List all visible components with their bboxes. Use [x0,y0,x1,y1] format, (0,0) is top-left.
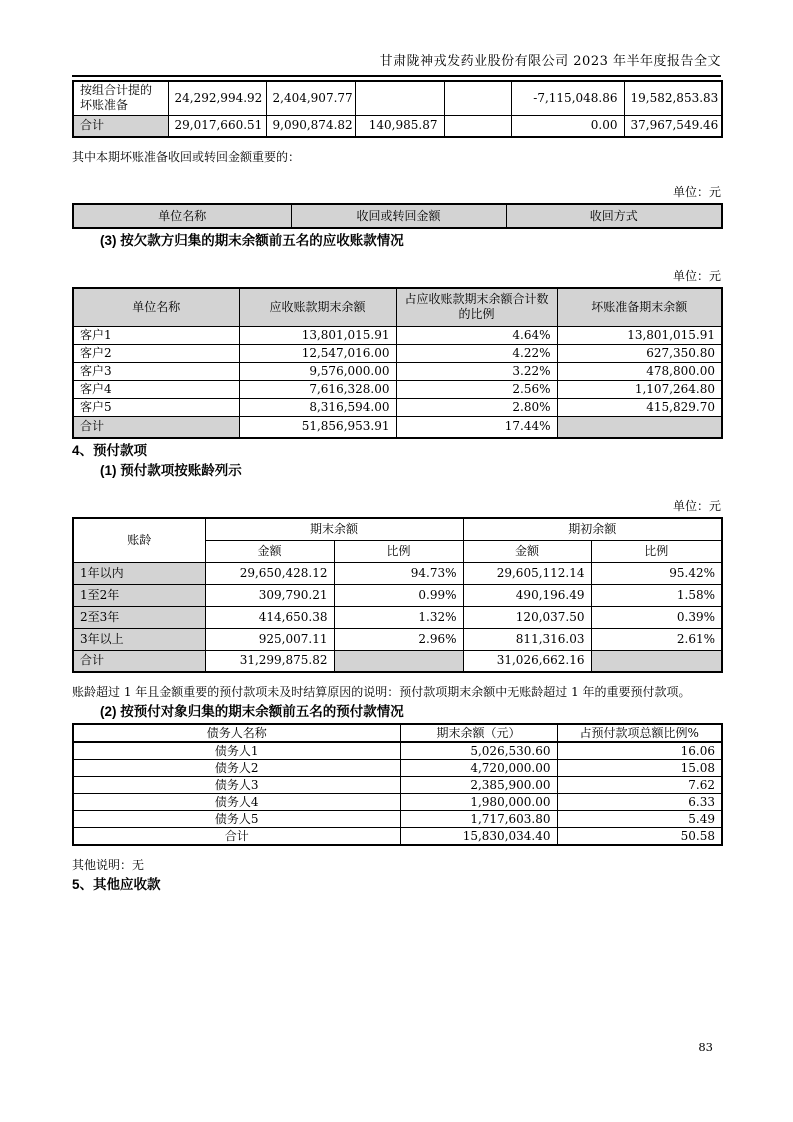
cell-value: 2.61% [591,628,722,650]
cell-value: 4,720,000.00 [400,760,557,777]
table-row [73,606,722,628]
table-header-row [73,288,722,326]
cell-value: 2,404,907.77 [266,81,355,115]
cell-value: 925,007.11 [205,628,334,650]
column-header: 应收账款期末余额 [239,288,396,326]
row-label: 客户4 [73,380,239,398]
table-row [73,760,722,777]
section-5-heading: 5、其他应收款 [72,877,161,892]
section-4-heading: 4、预付款项 [72,443,148,458]
cell-value: 94.73% [334,562,463,584]
prepayments-aging-table [72,517,723,673]
column-header: 单位名称 [73,204,291,228]
row-label: 客户2 [73,344,239,362]
unit-label: 单位：元 [672,185,721,199]
table-total-row [73,650,722,672]
table-row [73,777,722,794]
row-label: 债务人5 [73,811,400,828]
table-row [73,380,722,398]
cell-value: 5.49 [557,811,722,828]
cell-value: 1,107,264.80 [557,380,722,398]
cell-value: 7,616,328.00 [239,380,396,398]
recovery-table [72,203,723,229]
row-label: 客户3 [73,362,239,380]
table-row [73,362,722,380]
cell-value: 29,650,428.12 [205,562,334,584]
recovery-note: 其中本期坏账准备收回或转回金额重要的： [72,150,301,164]
cell-value: 29,017,660.51 [168,115,266,137]
cell-value: 490,196.49 [463,584,591,606]
column-header-amount: 金额 [463,540,591,562]
table-row [73,398,722,416]
cell-value: 309,790.21 [205,584,334,606]
other-note: 其他说明：无 [72,858,145,872]
table-header-row [73,724,722,742]
cell-value: 140,985.87 [355,115,444,137]
cell-value: 19,582,853.83 [624,81,722,115]
cell-value: 9,576,000.00 [239,362,396,380]
column-header: 占应收账款期末余额合计数的比例 [396,288,557,326]
top5-receivables-table [72,287,723,439]
table-total-row [73,828,722,846]
cell-value: 15,830,034.40 [400,828,557,846]
cell-value: 120,037.50 [463,606,591,628]
cell-value: 0.99% [334,584,463,606]
report-header-title: 甘肃陇神戎发药业股份有限公司 2023 年半年度报告全文 [72,50,721,77]
column-header: 债务人名称 [73,724,400,742]
cell-empty [334,650,463,672]
column-header: 单位名称 [73,288,239,326]
column-header: 期末余额（元） [400,724,557,742]
cell-value: 2.80% [396,398,557,416]
table-header-row [73,518,722,540]
total-label: 合计 [73,828,400,846]
cell-value [355,81,444,115]
total-label: 合计 [73,650,205,672]
column-header: 坏账准备期末余额 [557,288,722,326]
cell-value: 5,026,530.60 [400,742,557,760]
column-header: 收回或转回金额 [291,204,506,228]
unit-label: 单位：元 [672,269,721,283]
section-3-heading: (3) 按欠款方归集的期末余额前五名的应收账款情况 [100,233,404,248]
table-row [73,811,722,828]
table-row [73,584,722,606]
cell-value: 9,090,874.82 [266,115,355,137]
cell-value: 414,650.38 [205,606,334,628]
cell-value: 16.06 [557,742,722,760]
section-4-1-heading: (1) 预付款项按账龄列示 [100,463,242,478]
cell-value: 2,385,900.00 [400,777,557,794]
cell-empty [591,650,722,672]
row-label: 1年以内 [73,562,205,584]
table-row [73,81,722,115]
cell-value: 37,967,549.46 [624,115,722,137]
cell-value: 7.62 [557,777,722,794]
cell-value: 95.42% [591,562,722,584]
cell-value: 1,717,603.80 [400,811,557,828]
cell-value: 627,350.80 [557,344,722,362]
cell-value: 8,316,594.00 [239,398,396,416]
row-label: 客户5 [73,398,239,416]
page-number: 83 [698,1040,713,1054]
row-label: 客户1 [73,326,239,344]
table-row [73,628,722,650]
row-label: 债务人3 [73,777,400,794]
unit-label: 单位：元 [672,499,721,513]
top5-prepayments-table [72,723,723,846]
cell-value: 12,547,016.00 [239,344,396,362]
column-header-amount: 金额 [205,540,334,562]
cell-value: 478,800.00 [557,362,722,380]
table-row [73,326,722,344]
table-row [73,742,722,760]
row-label: 债务人1 [73,742,400,760]
cell-value: 6.33 [557,794,722,811]
cell-value: 15.08 [557,760,722,777]
column-header: 收回方式 [506,204,722,228]
table-row [73,562,722,584]
total-label: 合计 [73,416,239,438]
cell-value [444,81,511,115]
cell-value: 811,316.03 [463,628,591,650]
cell-value: 13,801,015.91 [239,326,396,344]
column-header-ratio: 比例 [334,540,463,562]
cell-value: 3.22% [396,362,557,380]
cell-value: 4.22% [396,344,557,362]
bad-debt-provision-table [72,80,723,138]
row-label: 2至3年 [73,606,205,628]
row-label: 1至2年 [73,584,205,606]
cell-value: 415,829.70 [557,398,722,416]
cell-value: 2.56% [396,380,557,398]
cell-value: 4.64% [396,326,557,344]
row-label: 债务人4 [73,794,400,811]
table-total-row [73,416,722,438]
cell-value: 17.44% [396,416,557,438]
cell-value: 29,605,112.14 [463,562,591,584]
aging-note: 账龄超过 1 年且金额重要的预付款项未及时结算原因的说明：预付款项期末余额中无账龄超过 1 年的重要预付款项。 [72,685,691,699]
column-header-aging: 账龄 [73,518,205,562]
row-label: 3年以上 [73,628,205,650]
cell-value: 50.58 [557,828,722,846]
column-header-beginning-balance: 期初余额 [463,518,722,540]
cell-value: 2.96% [334,628,463,650]
column-header-ratio: 比例 [591,540,722,562]
cell-value: 0.00 [511,115,624,137]
section-4-2-heading: (2) 按预付对象归集的期末余额前五名的预付款情况 [100,704,404,719]
cell-value: 31,026,662.16 [463,650,591,672]
cell-empty [557,416,722,438]
table-row [73,344,722,362]
cell-value: -7,115,048.86 [511,81,624,115]
row-label: 按组合计提的坏账准备 [73,81,168,115]
column-header: 占预付款项总额比例% [557,724,722,742]
cell-value [444,115,511,137]
row-label: 债务人2 [73,760,400,777]
table-header-row [73,204,722,228]
cell-value: 13,801,015.91 [557,326,722,344]
cell-value: 1,980,000.00 [400,794,557,811]
cell-value: 24,292,994.92 [168,81,266,115]
cell-value: 0.39% [591,606,722,628]
table-total-row [73,115,722,137]
table-row [73,794,722,811]
column-header-ending-balance: 期末余额 [205,518,463,540]
cell-value: 51,856,953.91 [239,416,396,438]
cell-value: 31,299,875.82 [205,650,334,672]
cell-value: 1.32% [334,606,463,628]
cell-value: 1.58% [591,584,722,606]
total-label: 合计 [73,115,168,137]
